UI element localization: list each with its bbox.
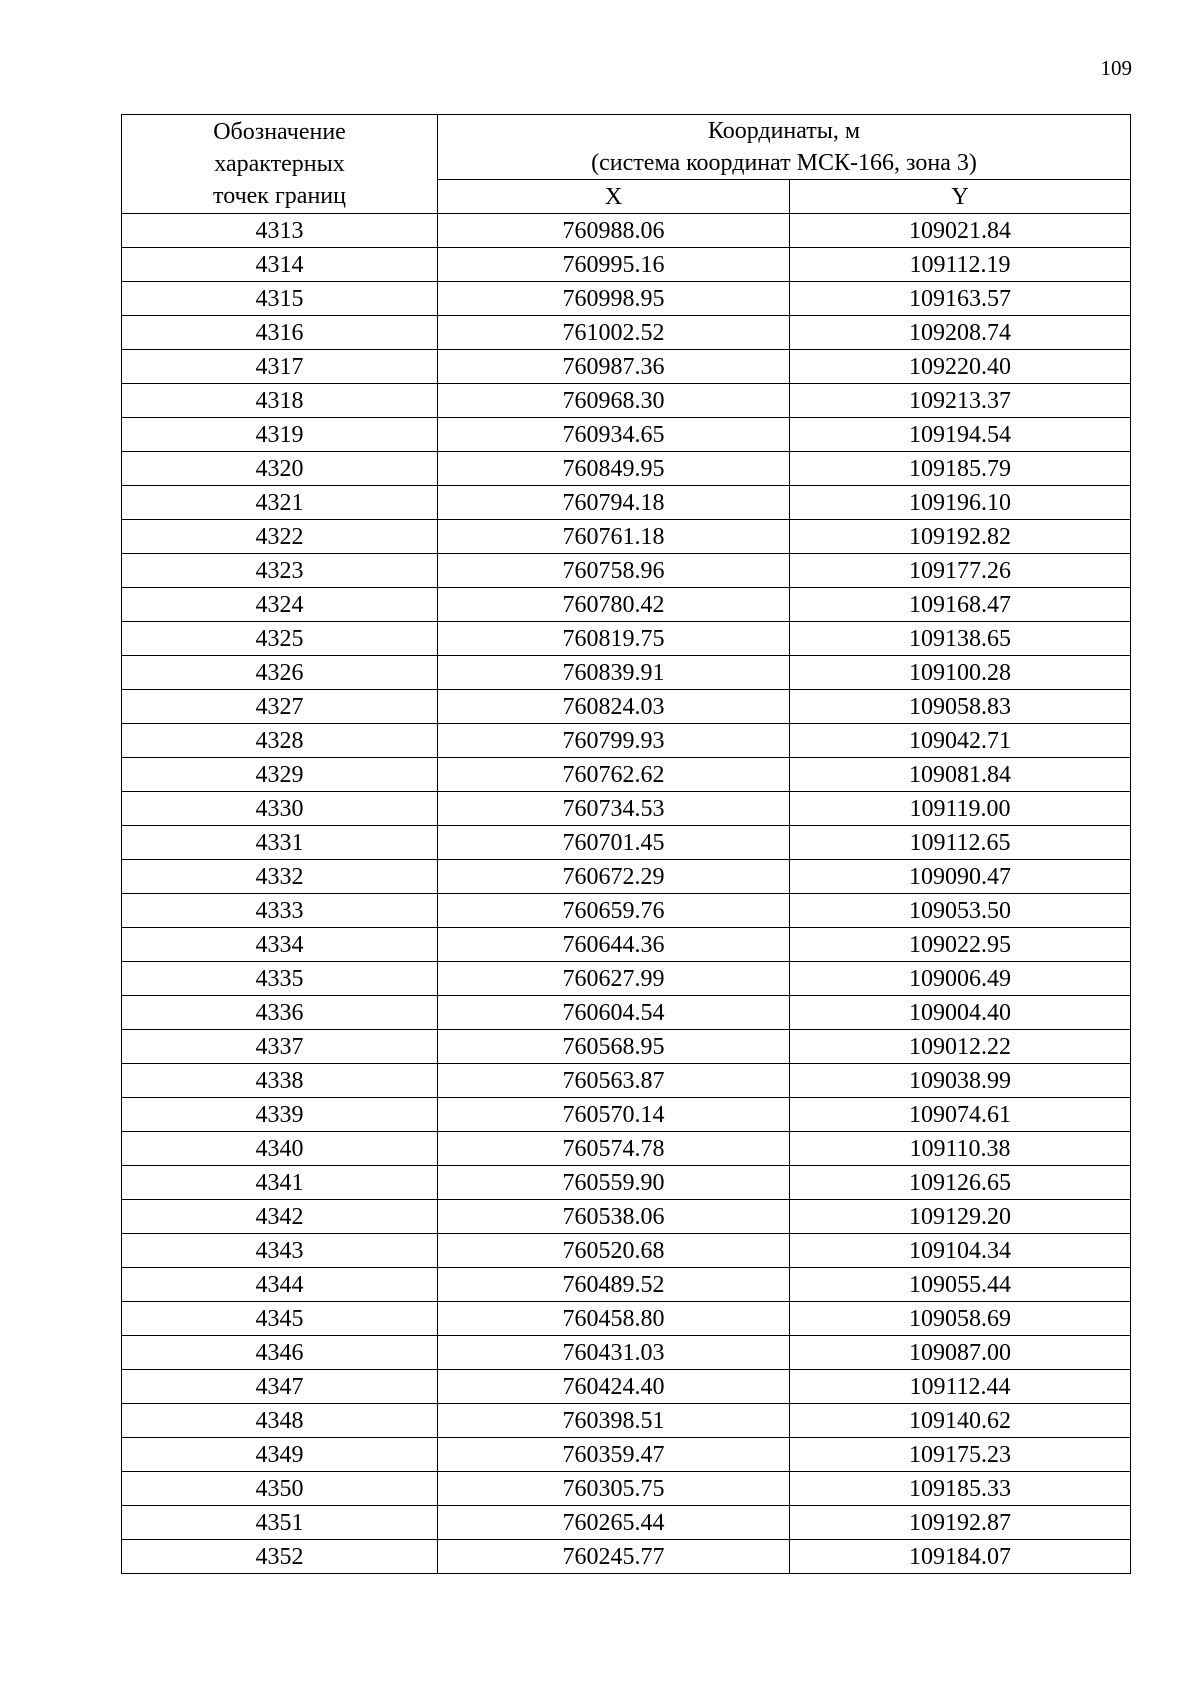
table-row — [122, 1268, 1131, 1302]
y-coordinate-cell: 109110.38 — [790, 1132, 1131, 1166]
table-row — [122, 928, 1131, 962]
x-coordinate-cell: 760265.44 — [438, 1506, 790, 1540]
y-coordinate-cell: 109090.47 — [790, 860, 1131, 894]
point-cell: 4344 — [122, 1268, 438, 1302]
y-coordinate-cell: 109192.87 — [790, 1506, 1131, 1540]
table-body — [122, 214, 1131, 1574]
y-coordinate-cell: 109185.79 — [790, 452, 1131, 486]
x-coordinate-cell: 760839.91 — [438, 656, 790, 690]
table-row — [122, 1098, 1131, 1132]
y-coordinate-cell: 109119.00 — [790, 792, 1131, 826]
point-cell: 4345 — [122, 1302, 438, 1336]
x-coordinate-cell: 760627.99 — [438, 962, 790, 996]
y-coordinate-cell: 109038.99 — [790, 1064, 1131, 1098]
x-coordinate-cell: 760849.95 — [438, 452, 790, 486]
y-coordinate-cell: 109129.20 — [790, 1200, 1131, 1234]
y-coordinate-cell: 109138.65 — [790, 622, 1131, 656]
point-cell: 4332 — [122, 860, 438, 894]
point-cell: 4349 — [122, 1438, 438, 1472]
point-cell: 4316 — [122, 316, 438, 350]
table-row — [122, 622, 1131, 656]
point-header-line: Обозначение — [213, 119, 346, 145]
x-coordinate-cell: 760819.75 — [438, 622, 790, 656]
table-row — [122, 1030, 1131, 1064]
y-coordinate-cell: 109055.44 — [790, 1268, 1131, 1302]
y-coordinate-cell: 109022.95 — [790, 928, 1131, 962]
point-cell: 4319 — [122, 418, 438, 452]
point-cell: 4347 — [122, 1370, 438, 1404]
x-coordinate-cell: 760701.45 — [438, 826, 790, 860]
table-row — [122, 962, 1131, 996]
x-coordinate-cell: 760563.87 — [438, 1064, 790, 1098]
point-cell: 4341 — [122, 1166, 438, 1200]
x-coordinate-cell: 760794.18 — [438, 486, 790, 520]
y-coordinate-cell: 109140.62 — [790, 1404, 1131, 1438]
y-coordinate-cell: 109012.22 — [790, 1030, 1131, 1064]
point-cell: 4339 — [122, 1098, 438, 1132]
y-coordinate-cell: 109042.71 — [790, 724, 1131, 758]
x-coordinate-cell: 760762.62 — [438, 758, 790, 792]
point-cell: 4335 — [122, 962, 438, 996]
point-cell: 4338 — [122, 1064, 438, 1098]
x-coordinate-cell: 760604.54 — [438, 996, 790, 1030]
table-header — [122, 115, 1131, 214]
point-cell: 4340 — [122, 1132, 438, 1166]
x-coordinate-cell: 760987.36 — [438, 350, 790, 384]
point-cell: 4317 — [122, 350, 438, 384]
point-cell: 4326 — [122, 656, 438, 690]
point-cell: 4330 — [122, 792, 438, 826]
coords-header-line: Координаты, м — [707, 118, 861, 144]
point-header-line: точек границ — [213, 183, 346, 209]
table-row — [122, 248, 1131, 282]
x-coordinate-cell: 760672.29 — [438, 860, 790, 894]
table-row — [122, 758, 1131, 792]
point-cell: 4324 — [122, 588, 438, 622]
y-coordinate-cell: 109087.00 — [790, 1336, 1131, 1370]
table-row — [122, 724, 1131, 758]
table-row — [122, 1472, 1131, 1506]
x-coordinate-cell: 760734.53 — [438, 792, 790, 826]
point-cell: 4328 — [122, 724, 438, 758]
y-coordinate-cell: 109194.54 — [790, 418, 1131, 452]
table-row — [122, 588, 1131, 622]
x-coordinate-cell: 760359.47 — [438, 1438, 790, 1472]
x-coordinate-cell: 760559.90 — [438, 1166, 790, 1200]
point-cell: 4321 — [122, 486, 438, 520]
table-row — [122, 1200, 1131, 1234]
table-row — [122, 1540, 1131, 1574]
y-column-header: Y — [790, 180, 1131, 214]
table-row — [122, 316, 1131, 350]
y-coordinate-cell: 109184.07 — [790, 1540, 1131, 1574]
coords-header-line: (система координат МСК-166, зона 3) — [591, 150, 977, 176]
point-cell: 4329 — [122, 758, 438, 792]
y-coordinate-cell: 109112.44 — [790, 1370, 1131, 1404]
table-row — [122, 1302, 1131, 1336]
point-cell: 4337 — [122, 1030, 438, 1064]
table-row — [122, 554, 1131, 588]
y-coordinate-cell: 109175.23 — [790, 1438, 1131, 1472]
table-row — [122, 656, 1131, 690]
table-row — [122, 452, 1131, 486]
table-row — [122, 418, 1131, 452]
y-coordinate-cell: 109192.82 — [790, 520, 1131, 554]
x-coordinate-cell: 760431.03 — [438, 1336, 790, 1370]
y-coordinate-cell: 109126.65 — [790, 1166, 1131, 1200]
x-coordinate-cell: 761002.52 — [438, 316, 790, 350]
point-cell: 4327 — [122, 690, 438, 724]
y-coordinate-cell: 109112.65 — [790, 826, 1131, 860]
coordinates-header — [438, 115, 1131, 180]
table-row — [122, 792, 1131, 826]
table-row — [122, 1370, 1131, 1404]
table-row — [122, 1506, 1131, 1540]
point-designation-header — [122, 115, 438, 214]
table-row — [122, 350, 1131, 384]
x-coordinate-cell: 760574.78 — [438, 1132, 790, 1166]
point-cell: 4336 — [122, 996, 438, 1030]
table-row — [122, 486, 1131, 520]
table-row — [122, 384, 1131, 418]
table-row — [122, 214, 1131, 248]
x-coordinate-cell: 760780.42 — [438, 588, 790, 622]
point-cell: 4320 — [122, 452, 438, 486]
x-coordinate-cell: 760758.96 — [438, 554, 790, 588]
point-cell: 4343 — [122, 1234, 438, 1268]
table-row — [122, 1404, 1131, 1438]
x-column-header: X — [438, 180, 790, 214]
point-cell: 4342 — [122, 1200, 438, 1234]
point-cell: 4315 — [122, 282, 438, 316]
x-coordinate-cell: 760988.06 — [438, 214, 790, 248]
point-cell: 4323 — [122, 554, 438, 588]
y-coordinate-cell: 109196.10 — [790, 486, 1131, 520]
x-coordinate-cell: 760245.77 — [438, 1540, 790, 1574]
y-coordinate-cell: 109208.74 — [790, 316, 1131, 350]
point-cell: 4322 — [122, 520, 438, 554]
point-cell: 4351 — [122, 1506, 438, 1540]
point-cell: 4318 — [122, 384, 438, 418]
y-coordinate-cell: 109185.33 — [790, 1472, 1131, 1506]
x-coordinate-cell: 760570.14 — [438, 1098, 790, 1132]
x-coordinate-cell: 760799.93 — [438, 724, 790, 758]
point-cell: 4346 — [122, 1336, 438, 1370]
y-coordinate-cell: 109104.34 — [790, 1234, 1131, 1268]
x-coordinate-cell: 760520.68 — [438, 1234, 790, 1268]
y-coordinate-cell: 109021.84 — [790, 214, 1131, 248]
page-number: 109 — [1100, 56, 1132, 80]
x-coordinate-cell: 760761.18 — [438, 520, 790, 554]
y-coordinate-cell: 109177.26 — [790, 554, 1131, 588]
x-coordinate-cell: 760538.06 — [438, 1200, 790, 1234]
point-cell: 4313 — [122, 214, 438, 248]
table-row — [122, 996, 1131, 1030]
table-row — [122, 1132, 1131, 1166]
point-cell: 4314 — [122, 248, 438, 282]
y-coordinate-cell: 109220.40 — [790, 350, 1131, 384]
x-coordinate-cell: 760568.95 — [438, 1030, 790, 1064]
x-coordinate-cell: 760305.75 — [438, 1472, 790, 1506]
y-coordinate-cell: 109004.40 — [790, 996, 1131, 1030]
x-coordinate-cell: 760644.36 — [438, 928, 790, 962]
y-coordinate-cell: 109112.19 — [790, 248, 1131, 282]
table-row — [122, 282, 1131, 316]
table-row — [122, 826, 1131, 860]
x-coordinate-cell: 760398.51 — [438, 1404, 790, 1438]
table-row — [122, 1234, 1131, 1268]
y-coordinate-cell: 109213.37 — [790, 384, 1131, 418]
x-coordinate-cell: 760458.80 — [438, 1302, 790, 1336]
y-coordinate-cell: 109168.47 — [790, 588, 1131, 622]
table-row — [122, 1166, 1131, 1200]
x-coordinate-cell: 760489.52 — [438, 1268, 790, 1302]
x-coordinate-cell: 760659.76 — [438, 894, 790, 928]
coordinates-table — [121, 114, 1131, 1574]
x-coordinate-cell: 760998.95 — [438, 282, 790, 316]
point-cell: 4325 — [122, 622, 438, 656]
table-row — [122, 520, 1131, 554]
y-coordinate-cell: 109053.50 — [790, 894, 1131, 928]
table-row — [122, 1064, 1131, 1098]
y-coordinate-cell: 109163.57 — [790, 282, 1131, 316]
point-cell: 4352 — [122, 1540, 438, 1574]
table-row — [122, 690, 1131, 724]
y-coordinate-cell: 109006.49 — [790, 962, 1131, 996]
y-coordinate-cell: 109058.69 — [790, 1302, 1131, 1336]
x-coordinate-cell: 760995.16 — [438, 248, 790, 282]
x-coordinate-cell: 760424.40 — [438, 1370, 790, 1404]
point-header-line: характерных — [214, 151, 345, 177]
y-coordinate-cell: 109100.28 — [790, 656, 1131, 690]
table-row — [122, 860, 1131, 894]
x-coordinate-cell: 760824.03 — [438, 690, 790, 724]
point-cell: 4333 — [122, 894, 438, 928]
x-coordinate-cell: 760968.30 — [438, 384, 790, 418]
table-row — [122, 1336, 1131, 1370]
y-coordinate-cell: 109074.61 — [790, 1098, 1131, 1132]
x-coordinate-cell: 760934.65 — [438, 418, 790, 452]
y-coordinate-cell: 109081.84 — [790, 758, 1131, 792]
y-coordinate-cell: 109058.83 — [790, 690, 1131, 724]
point-cell: 4334 — [122, 928, 438, 962]
table-row — [122, 894, 1131, 928]
point-cell: 4350 — [122, 1472, 438, 1506]
point-cell: 4348 — [122, 1404, 438, 1438]
table-row — [122, 1438, 1131, 1472]
point-cell: 4331 — [122, 826, 438, 860]
